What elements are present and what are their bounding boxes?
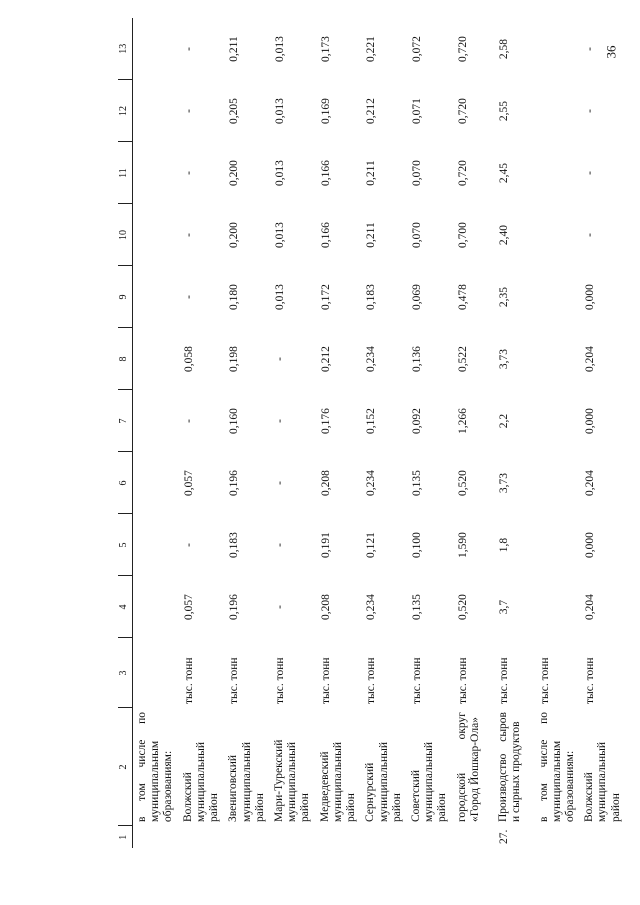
column-header: 10	[118, 204, 133, 266]
table-header-row	[118, 18, 133, 848]
table-cell	[133, 328, 179, 390]
table-cell: 3,7	[497, 599, 510, 615]
row-unit: тыс. тонн	[319, 657, 332, 704]
row-name: в том числе по муниципальным образованиям:	[136, 712, 175, 822]
row-name: Сернурский муниципальный район	[364, 741, 403, 822]
table-cell: 0,198	[228, 346, 241, 372]
table-cell	[133, 514, 179, 576]
table-cell: 2,2	[497, 413, 510, 429]
table-cell	[535, 452, 581, 514]
table-cell: 0,234	[365, 594, 378, 620]
row-number: 27.	[497, 829, 510, 844]
table-cell: 0,070	[410, 222, 423, 248]
table-cell: 0,205	[228, 98, 241, 124]
table-cell: 0,720	[456, 160, 469, 186]
column-header: 8	[118, 328, 133, 390]
column-header: 3	[118, 638, 133, 708]
table-cell: 0,520	[456, 470, 469, 496]
table-cell: -	[182, 109, 195, 113]
data-table	[118, 18, 626, 848]
table-row	[224, 18, 270, 848]
row-unit: тыс. тонн	[182, 657, 195, 704]
row-unit: тыс. тонн	[497, 657, 510, 704]
table-cell: 0,100	[410, 532, 423, 558]
table-cell: 0,200	[228, 222, 241, 248]
table-cell: 0,720	[456, 36, 469, 62]
table-cell: 0,121	[365, 532, 378, 558]
column-header: 11	[118, 142, 133, 204]
table-cell	[535, 390, 581, 452]
table-cell: -	[182, 419, 195, 423]
table-cell: 0,000	[584, 532, 597, 558]
table-cell: -	[182, 543, 195, 547]
row-unit: тыс. тонн	[365, 657, 378, 704]
table-cell: 0,234	[365, 346, 378, 372]
row-number	[179, 826, 225, 848]
column-header: 5	[118, 514, 133, 576]
table-cell: 0,234	[365, 470, 378, 496]
table-cell: 0,196	[228, 470, 241, 496]
table-cell: 0,520	[456, 594, 469, 620]
table-cell: -	[273, 419, 286, 423]
table-cell: 2,45	[497, 162, 510, 184]
table-cell: 0,720	[456, 98, 469, 124]
table-cell: 0,069	[410, 284, 423, 310]
table-cell	[535, 328, 581, 390]
table-cell: 0,183	[365, 284, 378, 310]
table-cell: -	[182, 295, 195, 299]
table-cell	[535, 514, 581, 576]
table-cell: 0,700	[456, 222, 469, 248]
row-name: Звениговский муниципальный район	[227, 741, 266, 822]
table-cell: -	[273, 357, 286, 361]
table-cell: 0,196	[228, 594, 241, 620]
table-cell: 0,013	[273, 222, 286, 248]
column-header: 2	[118, 708, 133, 826]
row-name: городской округ «Город Йошкар-Ола»	[455, 712, 481, 822]
row-unit: тыс. тонн	[273, 657, 286, 704]
table-cell: 0,204	[584, 594, 597, 620]
table-row	[270, 18, 316, 848]
table-cell: 0,211	[365, 222, 378, 248]
table-cell: 0,169	[319, 98, 332, 124]
table-cell	[133, 452, 179, 514]
table-cell: 0,013	[273, 284, 286, 310]
row-name: Мари-Турекский муниципальный район	[272, 739, 312, 822]
row-name: Волжский муниципальный район	[583, 741, 622, 822]
table-cell	[133, 390, 179, 452]
table-cell: 0,208	[319, 594, 332, 620]
table-row	[453, 18, 494, 848]
table-cell: 2,40	[497, 224, 510, 246]
table-cell: 0,478	[456, 284, 469, 310]
table-row	[316, 18, 362, 848]
column-header: 4	[118, 576, 133, 638]
row-name: Волжский муниципальный район	[181, 741, 221, 822]
table-cell: 0,191	[319, 532, 332, 558]
row-unit: тыс. тонн	[456, 657, 469, 704]
table-cell: 0,166	[319, 222, 332, 248]
row-unit: тыс. тонн	[410, 657, 423, 704]
table-cell: -	[584, 171, 597, 175]
row-number	[580, 826, 626, 848]
rotated-table-container	[118, 18, 638, 848]
table-cell: -	[182, 47, 195, 51]
column-header: 13	[118, 18, 133, 80]
table-cell: 0,180	[228, 284, 241, 310]
table-cell: 1,8	[497, 537, 510, 553]
table-cell: 0,057	[182, 594, 195, 620]
row-name: Медведевский муниципальный район	[318, 741, 358, 822]
table-cell: 0,204	[584, 346, 597, 372]
table-cell: 0,522	[456, 346, 469, 372]
row-number	[361, 826, 407, 848]
table-row	[580, 18, 626, 848]
row-unit	[133, 638, 179, 708]
table-cell	[133, 204, 179, 266]
row-name: в том числе по муниципальным образованиям:	[537, 712, 577, 822]
table-cell	[535, 266, 581, 328]
table-cell: -	[584, 109, 597, 113]
table-cell: 0,072	[410, 36, 423, 62]
table-cell: 0,160	[228, 408, 241, 434]
table-cell: 0,212	[365, 98, 378, 124]
table-cell: 0,221	[365, 36, 378, 62]
table-cell	[133, 142, 179, 204]
table-cell: 0,135	[410, 470, 423, 496]
table-cell: 1,590	[456, 532, 469, 558]
table-cell: 0,000	[584, 408, 597, 434]
row-number	[270, 826, 316, 848]
column-header: 1	[118, 826, 133, 848]
table-cell: 0,013	[273, 36, 286, 62]
column-header: 12	[118, 80, 133, 142]
table-cell	[535, 18, 581, 80]
table-body	[133, 18, 626, 848]
table-cell: 0,212	[319, 346, 332, 372]
table-cell: 0,208	[319, 470, 332, 496]
column-header: 6	[118, 452, 133, 514]
page-number: 36	[603, 45, 619, 59]
table-cell: 2,35	[497, 286, 510, 308]
table-cell: 3,73	[497, 348, 510, 370]
table-row	[535, 18, 581, 848]
row-number	[133, 826, 179, 848]
column-header: 9	[118, 266, 133, 328]
table-cell: -	[584, 233, 597, 237]
table-row	[179, 18, 225, 848]
table-cell: 0,136	[410, 346, 423, 372]
table-cell: 0,173	[319, 36, 332, 62]
table-cell	[133, 80, 179, 142]
row-name: Производство сыров и сырных продуктов	[496, 712, 522, 822]
table-cell: 2,55	[497, 100, 510, 122]
table-cell	[535, 80, 581, 142]
table-cell: -	[273, 543, 286, 547]
table-cell: 0,204	[584, 470, 597, 496]
table-cell	[133, 18, 179, 80]
table-cell: 0,166	[319, 160, 332, 186]
table-cell: 0,135	[410, 594, 423, 620]
table-cell: 0,183	[228, 532, 241, 558]
row-number	[316, 826, 362, 848]
table-cell: 0,070	[410, 160, 423, 186]
table-cell: 0,176	[319, 408, 332, 434]
table-cell: -	[182, 171, 195, 175]
table-cell: 1,266	[456, 408, 469, 434]
row-unit: тыс. тонн	[538, 657, 551, 704]
table-cell: 0,200	[228, 160, 241, 186]
row-number	[535, 826, 581, 848]
table-cell	[133, 266, 179, 328]
table-cell	[535, 142, 581, 204]
table-cell: 0,211	[228, 36, 241, 62]
table-cell	[535, 576, 581, 638]
table-cell	[535, 204, 581, 266]
row-number	[453, 826, 494, 848]
row-number	[224, 826, 270, 848]
table-cell: -	[273, 605, 286, 609]
table-cell: -	[273, 481, 286, 485]
table-cell: 0,211	[365, 160, 378, 186]
table-row	[133, 18, 179, 848]
row-number	[407, 826, 453, 848]
table-cell: 0,071	[410, 98, 423, 124]
table-cell: -	[182, 233, 195, 237]
table-cell: 0,013	[273, 160, 286, 186]
table-cell: 0,152	[365, 408, 378, 434]
table-cell: 3,73	[497, 472, 510, 494]
row-unit: тыс. тонн	[584, 657, 597, 704]
row-unit: тыс. тонн	[228, 657, 241, 704]
table-cell: 0,000	[584, 284, 597, 310]
table-row	[361, 18, 407, 848]
table-cell: 0,092	[410, 408, 423, 434]
column-header: 7	[118, 390, 133, 452]
table-cell: 0,172	[319, 284, 332, 310]
row-name: Советский муниципальный район	[409, 741, 449, 822]
table-cell: 0,013	[273, 98, 286, 124]
table-row	[407, 18, 453, 848]
table-cell: 2,58	[497, 38, 510, 60]
table-cell: 0,058	[182, 346, 195, 372]
table-cell: -	[584, 47, 597, 51]
table-row	[494, 18, 535, 848]
table-cell: 0,057	[182, 470, 195, 496]
table-cell	[133, 576, 179, 638]
